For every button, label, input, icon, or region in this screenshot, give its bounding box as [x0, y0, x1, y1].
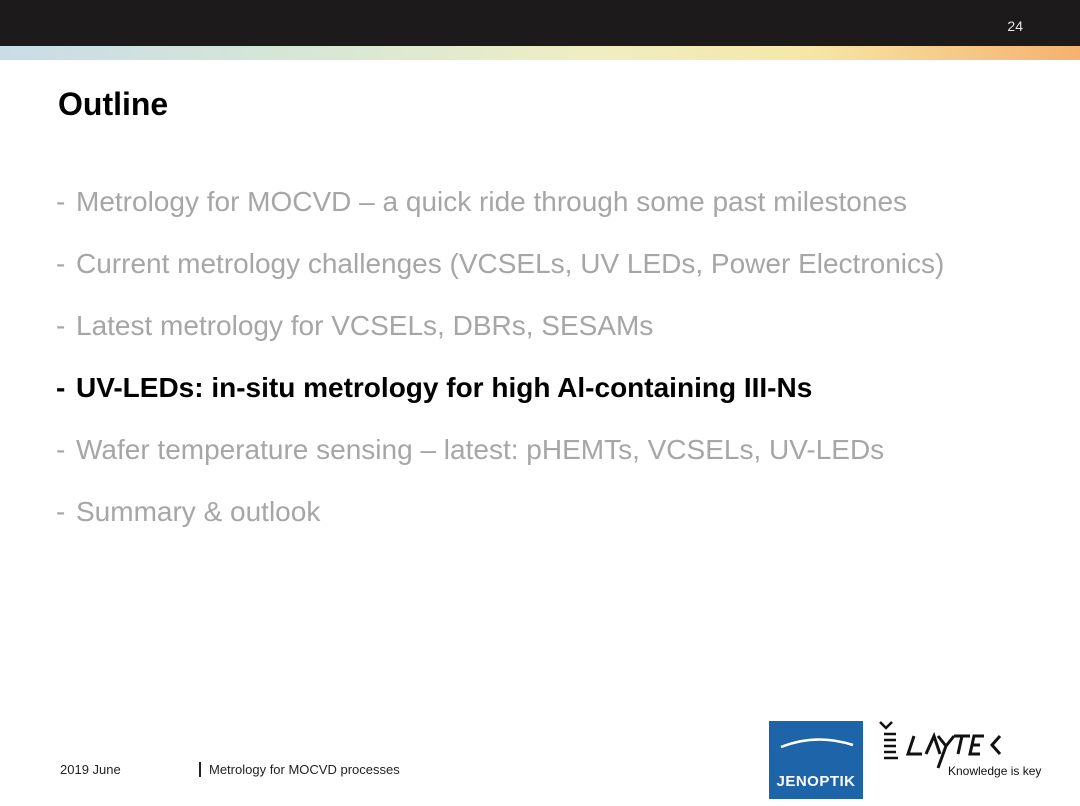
outline-bullet: - [56, 186, 66, 217]
outline-bullet: - [56, 434, 66, 465]
outline-item-text: Current metrology challenges (VCSELs, UV LEDs, Power Electronics) [76, 248, 945, 279]
laytec-tagline: Knowledge is key [948, 764, 1042, 778]
outline-item [56, 248, 944, 310]
outline-item-text: Metrology for MOCVD – a quick ride through some past milestones [76, 186, 908, 217]
jenoptik-arc-icon [769, 721, 863, 771]
outline-item-text: UV-LEDs: in-situ metrology for high Al-containing III-Ns [76, 372, 813, 403]
outline-item [56, 186, 944, 248]
outline-item-text: Wafer temperature sensing – latest: pHEMTs, VCSELs, UV-LEDs [76, 434, 885, 465]
outline-bullet: - [56, 248, 66, 279]
outline-bullet: - [56, 496, 66, 527]
slide-title: Outline [58, 86, 169, 122]
outline-bullet: - [56, 310, 66, 341]
outline-item-active [56, 372, 944, 434]
outline-item [56, 310, 944, 372]
header-gradient-strip [0, 46, 1080, 60]
laytec-logo-icon [874, 718, 1034, 770]
jenoptik-wordmark: JENOPTIK [776, 773, 856, 790]
top-bar [0, 0, 1080, 46]
footer-divider [199, 762, 201, 777]
outline-item-text: Summary & outlook [76, 496, 321, 527]
outline-item [56, 434, 944, 496]
outline-list [56, 186, 944, 558]
footer-presentation-title: Metrology for MOCVD processes [209, 762, 400, 777]
outline-item-text: Latest metrology for VCSELs, DBRs, SESAMs [76, 310, 654, 341]
jenoptik-logo [769, 721, 863, 799]
outline-item [56, 496, 944, 558]
outline-bullet: - [56, 372, 66, 403]
page-number: 24 [1007, 18, 1023, 34]
footer-date: 2019 June [60, 762, 121, 777]
